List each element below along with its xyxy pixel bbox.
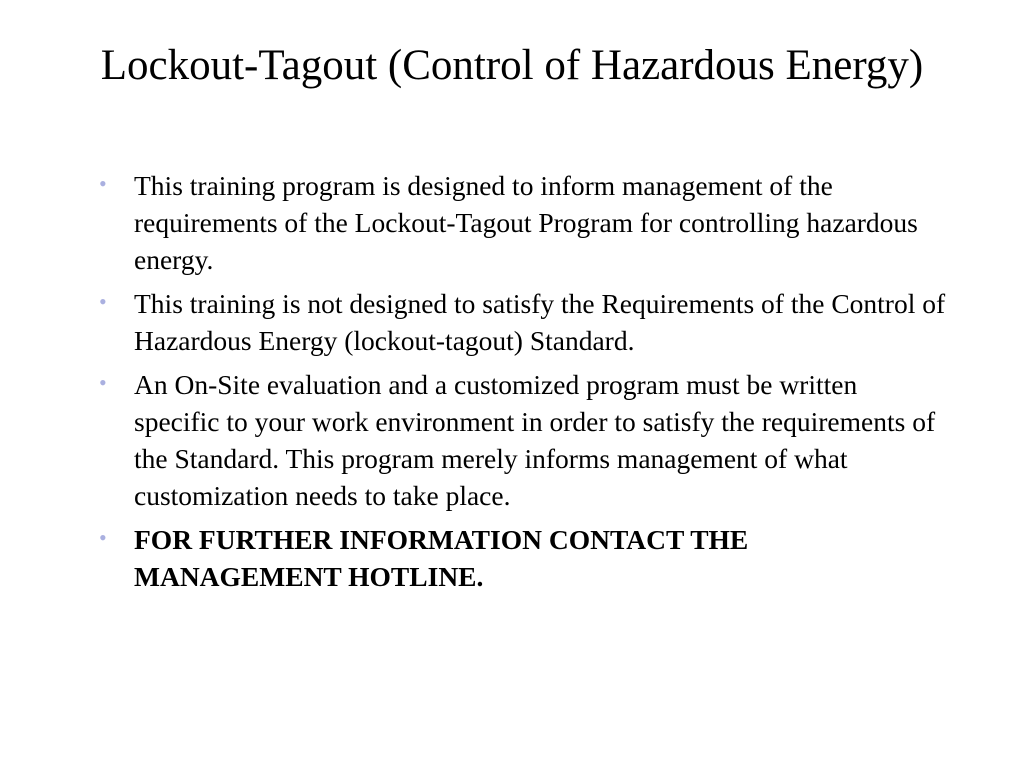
bullet-icon: • [99, 289, 107, 314]
bullet-item-not-satisfy-standard [96, 285, 946, 359]
slide-title: Lockout-Tagout (Control of Hazardous Energy) [100, 42, 924, 89]
bullet-item-contact-hotline [96, 521, 946, 595]
bullet-icon: • [99, 525, 107, 550]
bullet-item-onsite-evaluation [96, 366, 946, 514]
bullet-list [96, 167, 946, 602]
bullet-text: This training is not designed to satisfy the Requirements of the Control of Hazardous Energy (lockout-tagout) Standard. [134, 288, 946, 356]
bullet-text: FOR FURTHER INFORMATION CONTACT THE MANAGEMENT HOTLINE. [134, 524, 749, 592]
bullet-text: This training program is designed to inform management of the requirements of the Lockout-Tagout Program for controlling hazardous energy. [134, 170, 918, 275]
bullet-icon: • [99, 171, 107, 196]
bullet-icon: • [99, 370, 107, 395]
bullet-text: An On-Site evaluation and a customized program must be written specific to your work environment in order to satisfy the requirements of the Standard. This program merely informs management of what customization needs to take place. [134, 369, 936, 511]
bullet-item-training-purpose [96, 167, 946, 278]
